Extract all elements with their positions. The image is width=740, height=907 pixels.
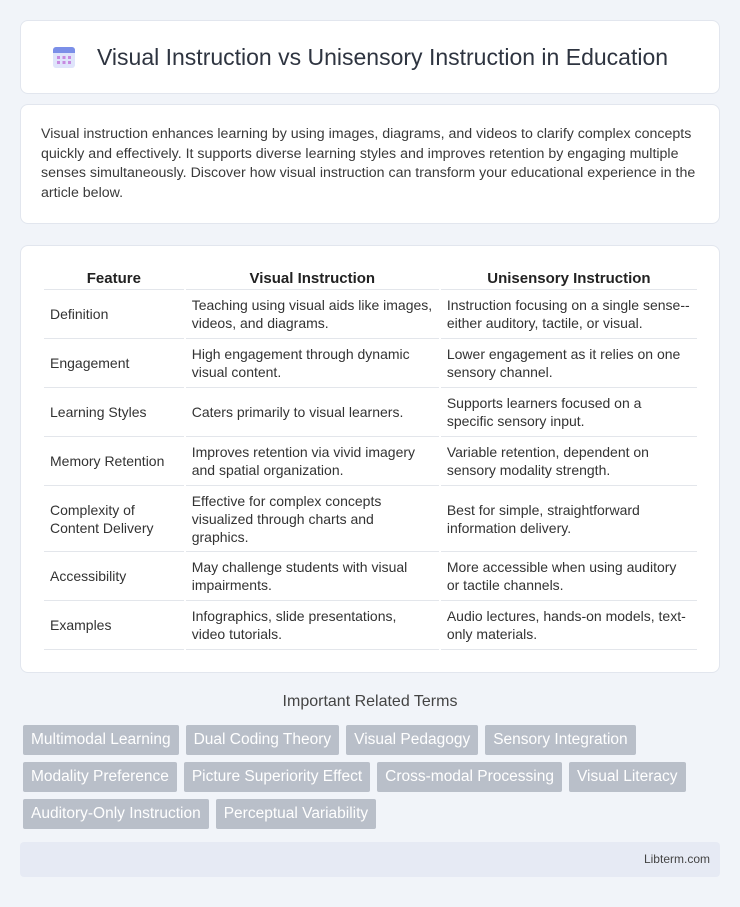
header-visual-instruction: Visual Instruction — [186, 266, 439, 290]
footer — [20, 842, 720, 877]
related-term-tag[interactable]: Multimodal Learning — [23, 725, 179, 755]
header-unisensory-instruction: Unisensory Instruction — [441, 266, 697, 290]
feature-cell: Complexity of Content Delivery — [44, 486, 184, 552]
visual-cell: High engagement through dynamic visual content. — [186, 339, 439, 388]
unisensory-cell: Lower engagement as it relies on one sensory channel. — [441, 339, 697, 388]
table-row — [44, 290, 697, 339]
calendar-icon — [51, 44, 77, 70]
table-row — [44, 437, 697, 486]
related-terms-title: Important Related Terms — [282, 693, 458, 710]
feature-cell: Learning Styles — [44, 388, 184, 437]
related-term-tag[interactable]: Cross-modal Processing — [377, 762, 562, 792]
unisensory-cell: Best for simple, straightforward information delivery. — [441, 486, 697, 552]
related-term-tag[interactable]: Picture Superiority Effect — [184, 762, 370, 792]
unisensory-cell: More accessible when using auditory or tactile channels. — [441, 552, 697, 601]
unisensory-cell: Variable retention, dependent on sensory modality strength. — [441, 437, 697, 486]
unisensory-cell: Instruction focusing on a single sense--either auditory, tactile, or visual. — [441, 290, 697, 339]
footer-brand-link[interactable]: Libterm.com — [643, 852, 710, 866]
comparison-table — [42, 266, 699, 650]
related-term-tag[interactable]: Modality Preference — [23, 762, 177, 792]
intro-text: Visual instruction enhances learning by using images, diagrams, and videos to clarify complex concepts quickly and effectively. It supports diverse learning styles and improves retention by engaging multiple senses simultaneously. Discover how visual instruction can transform your educational experience in the article below. — [41, 126, 696, 201]
table-row — [44, 601, 697, 650]
related-terms-list — [23, 725, 723, 829]
unisensory-cell: Supports learners focused on a specific sensory input. — [441, 388, 697, 437]
feature-cell: Definition — [44, 290, 184, 339]
header-card — [20, 20, 720, 94]
feature-cell: Memory Retention — [44, 437, 184, 486]
visual-cell: Caters primarily to visual learners. — [186, 388, 439, 437]
related-term-tag[interactable]: Auditory-Only Instruction — [23, 799, 209, 829]
visual-cell: Effective for complex concepts visualized through charts and graphics. — [186, 486, 439, 552]
related-term-tag[interactable]: Dual Coding Theory — [186, 725, 340, 755]
feature-cell: Engagement — [44, 339, 184, 388]
table-row — [44, 552, 697, 601]
related-term-tag[interactable]: Sensory Integration — [485, 725, 635, 755]
related-term-tag[interactable]: Perceptual Variability — [216, 799, 376, 829]
visual-cell: Improves retention via vivid imagery and spatial organization. — [186, 437, 439, 486]
visual-cell: Teaching using visual aids like images, videos, and diagrams. — [186, 290, 439, 339]
intro-card — [20, 104, 720, 224]
visual-cell: Infographics, slide presentations, video tutorials. — [186, 601, 439, 650]
comparison-table-card — [20, 245, 720, 673]
header-feature: Feature — [44, 266, 184, 290]
visual-cell: May challenge students with visual impairments. — [186, 552, 439, 601]
related-term-tag[interactable]: Visual Pedagogy — [346, 725, 478, 755]
table-row — [44, 339, 697, 388]
table-row — [44, 388, 697, 437]
feature-cell: Accessibility — [44, 552, 184, 601]
page-title: Visual Instruction vs Unisensory Instruction in Education — [97, 43, 669, 70]
unisensory-cell: Audio lectures, hands-on models, text-only materials. — [441, 601, 697, 650]
related-term-tag[interactable]: Visual Literacy — [569, 762, 686, 792]
table-row — [44, 486, 697, 552]
feature-cell: Examples — [44, 601, 184, 650]
